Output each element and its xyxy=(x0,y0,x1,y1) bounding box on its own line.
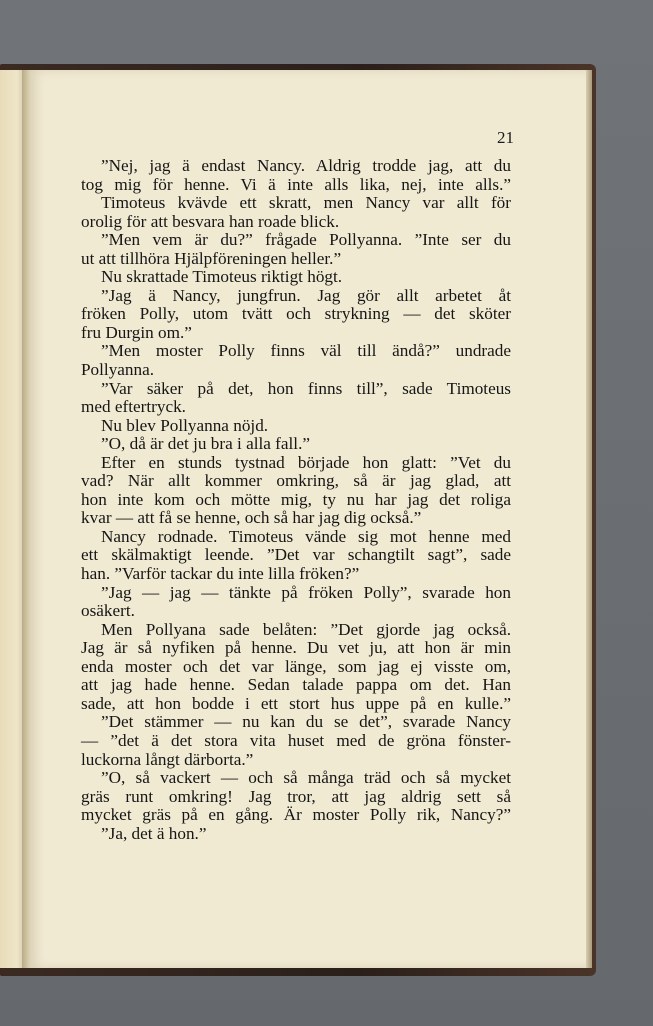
text-line: Men Pollyana sade belåten: ”Det gjorde jag också. xyxy=(101,619,511,639)
page-text xyxy=(81,157,511,843)
text-line: osäkert. xyxy=(81,601,135,621)
text-line: vad? När allt kommer omkring, så är jag glad, att xyxy=(81,471,511,491)
text-line: Nu skrattade Timoteus riktigt högt. xyxy=(101,267,343,287)
text-line: Pollyanna. xyxy=(81,360,155,380)
text-line: ”Ja, det ä hon.” xyxy=(101,823,207,843)
text-line: sade, att hon bodde i ett stort hus uppe på en kulle.” xyxy=(81,693,511,713)
page-number: 21 xyxy=(497,128,514,147)
text-line: — ”det ä det stora vita huset med de gröna fönster- xyxy=(81,730,511,750)
text-line: han. ”Varför tackar du inte lilla fröken?” xyxy=(81,564,360,584)
text-line: enda moster och det var länge, som jag ej visste om, xyxy=(81,656,511,676)
text-line: ”Men vem är du?” frågade Pollyanna. ”Inte ser du xyxy=(101,230,511,250)
text-line: ”Var säker på det, hon finns till”, sade Timoteus xyxy=(101,378,511,398)
text-line: Timoteus kvävde ett skratt, men Nancy var allt för xyxy=(101,193,511,213)
text-line: kvar — att få se henne, och så har jag dig också.” xyxy=(81,508,422,528)
text-line: med eftertryck. xyxy=(81,397,186,417)
text-line: ett skälmaktigt leende. ”Det var schangtilt sagt”, sade xyxy=(81,545,511,565)
text-line: Nancy rodnade. Timoteus vände sig mot henne med xyxy=(101,526,511,546)
text-line: luckorna långt därborta.” xyxy=(81,749,254,769)
text-line: Jag är så nyfiken på henne. Du vet ju, att hon är min xyxy=(81,638,511,658)
text-line: tog mig för henne. Vi ä inte alls lika, nej, inte alls.” xyxy=(81,174,511,194)
text-line: ”Det stämmer — nu kan du se det”, svarade Nancy xyxy=(101,712,511,732)
text-line: gräs runt omkring! Jag tror, att jag aldrig sett så xyxy=(81,786,511,806)
text-line: ut att tillhöra Hjälpföreningen heller.” xyxy=(81,248,342,268)
right-page-edge xyxy=(586,70,592,968)
text-line: fru Durgin om.” xyxy=(81,322,192,342)
text-line: hon inte kom och mötte mig, ty nu har jag det roliga xyxy=(81,489,511,509)
text-line: ”Jag ä Nancy, jungfrun. Jag gör allt arbetet åt xyxy=(101,285,511,305)
text-line: ”O, så vackert — och så många träd och så mycket xyxy=(101,768,511,788)
text-line: ”O, då är det ju bra i alla fall.” xyxy=(101,434,311,454)
text-line: mycket gräs på en gång. Är moster Polly rik, Nancy?” xyxy=(81,805,511,825)
text-line: att jag hade henne. Sedan talade pappa om det. Han xyxy=(81,675,511,695)
text-line: orolig för att besvara han roade blick. xyxy=(81,211,340,231)
text-line: ”Jag — jag — tänkte på fröken Polly”, svarade hon xyxy=(101,582,511,602)
text-line: ”Nej, jag ä endast Nancy. Aldrig trodde jag, att du xyxy=(101,156,511,175)
text-line: Efter en stunds tystnad började hon glatt: ”Vet du xyxy=(101,452,511,472)
text-line: fröken Polly, utom tvätt och strykning — det sköter xyxy=(81,304,511,324)
text-line: ”Men moster Polly finns väl till ändå?” undrade xyxy=(101,341,511,361)
text-line: Nu blev Pollyanna nöjd. xyxy=(101,415,269,435)
